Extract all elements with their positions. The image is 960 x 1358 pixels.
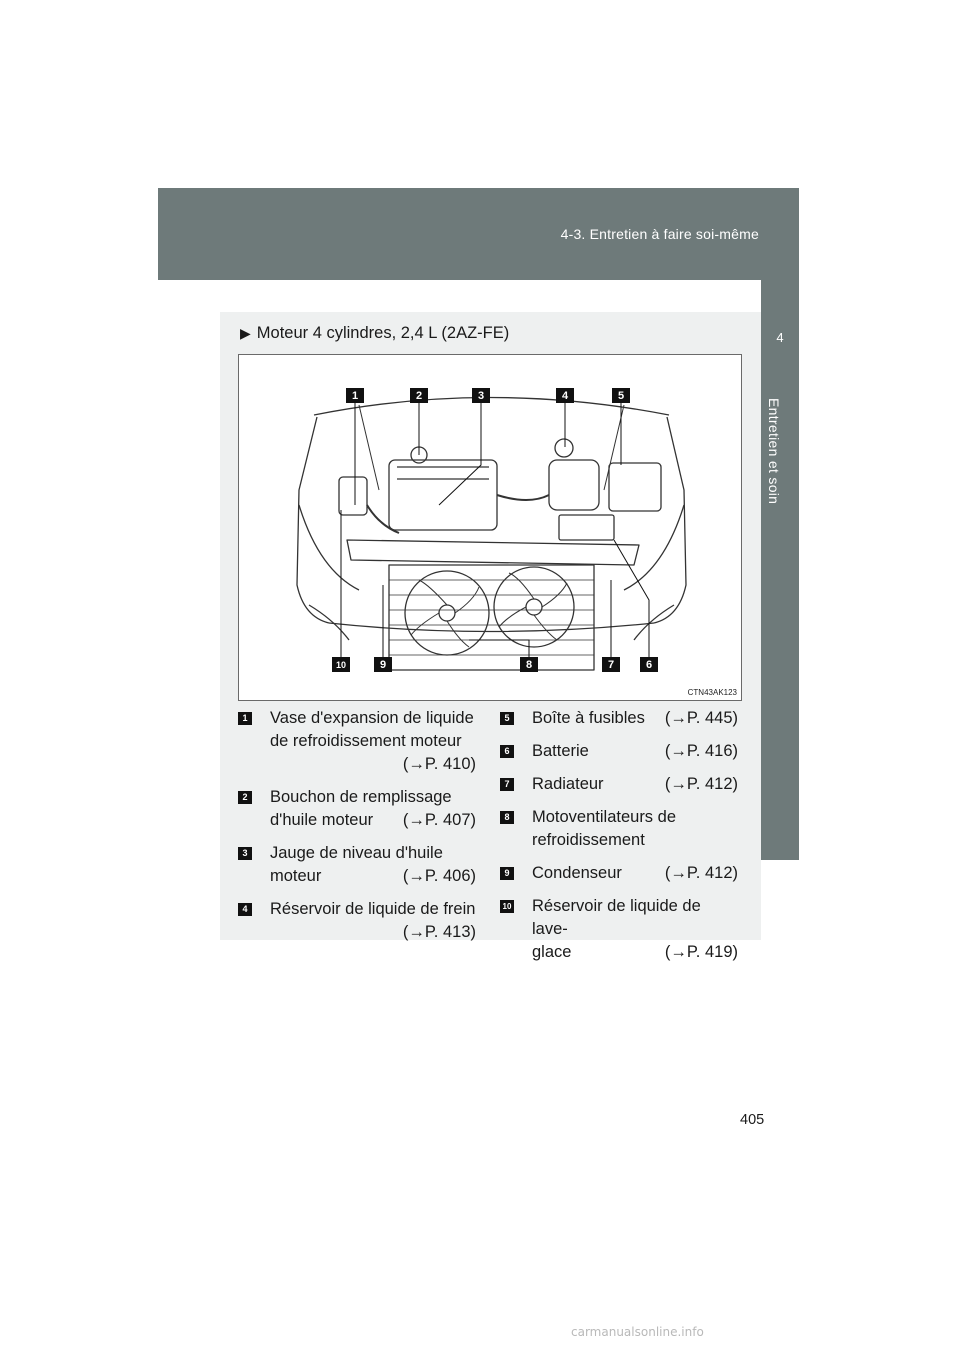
callout-8: 8: [525, 659, 533, 671]
legend-item-6: [500, 740, 738, 763]
page-reference: (→P. 407): [402, 811, 476, 829]
chapter-title: 4-3. Entretien à faire soi-même: [560, 226, 759, 242]
legend-left-column: [238, 707, 476, 954]
number-badge: 8: [500, 811, 514, 824]
number-badge: 3: [238, 847, 252, 860]
legend-line: Jauge de niveau d'huile: [270, 844, 443, 862]
chapter-header: [158, 188, 799, 280]
callout-2: 2: [415, 390, 423, 402]
page-reference: (→P. 412): [664, 864, 738, 882]
number-badge: 1: [238, 712, 252, 725]
number-badge: 7: [500, 778, 514, 791]
legend-text: Boîte à fusibles: [532, 709, 645, 727]
engine-compartment-diagram: [238, 354, 742, 701]
legend-text: Radiateur: [532, 775, 604, 793]
legend-right-column: [500, 707, 738, 974]
legend-text: Batterie: [532, 742, 589, 760]
legend-item-4: [238, 898, 476, 944]
number-badge: 9: [500, 867, 514, 880]
image-code: CTN43AK123: [687, 688, 737, 697]
number-badge: 6: [500, 745, 514, 758]
number-badge: 2: [238, 791, 252, 804]
section-title-text: Moteur 4 cylindres, 2,4 L (2AZ-FE): [256, 324, 510, 342]
legend-line: Bouchon de remplissage: [270, 788, 452, 806]
watermark: carmanualsonline.info: [571, 1325, 704, 1339]
legend-item-5: [500, 707, 738, 730]
chapter-label: Entretien et soin: [766, 398, 782, 505]
triangle-marker-icon: ▶: [240, 325, 251, 341]
number-badge: 10: [500, 900, 514, 913]
legend-item-9: [500, 862, 738, 885]
legend-text: moteur: [270, 867, 322, 885]
callout-1: 1: [351, 390, 359, 402]
legend-item-7: [500, 773, 738, 796]
legend-text: glace: [532, 943, 572, 961]
number-badge: 5: [500, 712, 514, 725]
legend-text: d'huile moteur: [270, 811, 374, 829]
callout-10: 10: [335, 660, 347, 670]
page-reference: (→P. 410): [402, 755, 476, 773]
legend-item-2: [238, 786, 476, 832]
callout-6: 6: [645, 659, 653, 671]
content-panel: [220, 312, 761, 961]
legend-line: de refroidissement moteur: [270, 732, 462, 750]
legend-line: [270, 865, 476, 888]
page-reference: (→P. 413): [402, 923, 476, 941]
section-title: [240, 324, 509, 343]
legend-item-3: [238, 842, 476, 888]
callout-4: 4: [561, 390, 569, 402]
page-reference: (→P. 416): [664, 742, 738, 760]
number-badge: 4: [238, 903, 252, 916]
page-reference: (→P. 445): [664, 709, 738, 727]
legend-item-8: [500, 806, 738, 852]
page-reference: (→P. 419): [664, 943, 738, 961]
legend-line: Réservoir de liquide de lave-: [532, 897, 701, 938]
callout-9: 9: [379, 659, 387, 671]
legend-line: [270, 707, 476, 730]
engine-illustration: [239, 355, 741, 700]
legend-text: Vase d'expansion de liquide: [270, 709, 474, 727]
legend-line: refroidissement: [532, 831, 645, 849]
chapter-side-tab: [761, 280, 799, 860]
legend-text: Condenseur: [532, 864, 622, 882]
legend-line: [532, 740, 738, 763]
legend-line: [532, 707, 738, 730]
legend-line: [532, 862, 738, 885]
legend-line: [532, 941, 738, 964]
legend-item-1: [238, 707, 476, 776]
chapter-number: 4: [776, 330, 784, 345]
legend-line: [532, 773, 738, 796]
callout-3: 3: [477, 390, 485, 402]
page-reference: (→P. 412): [664, 775, 738, 793]
callout-7: 7: [607, 659, 615, 671]
legend-line: Motoventilateurs de: [532, 808, 676, 826]
legend-item-10: [500, 895, 738, 964]
page-reference: (→P. 406): [402, 867, 476, 885]
callout-5: 5: [617, 390, 625, 402]
legend-line: Réservoir de liquide de frein: [270, 900, 476, 918]
page-number: 405: [740, 1112, 765, 1128]
legend-line: [270, 809, 476, 832]
